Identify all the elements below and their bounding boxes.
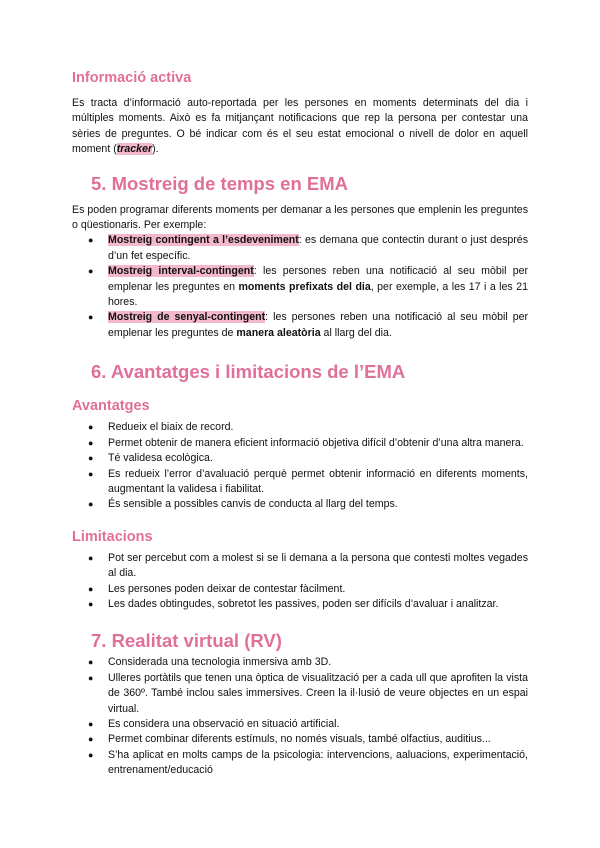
bullet-icon: ● <box>88 657 94 668</box>
list-item <box>72 233 528 264</box>
item-text: Té validesa ecològica. <box>108 452 213 465</box>
list-item <box>72 264 528 310</box>
info-activa-text: Es tracta d’informació auto-reportada per les persones en moments determinats del dia i múltiples moments. Això es fa mitjançant notificacions que rep la persona per contestar una sèries de preguntes. O bé indicar com és el seu estat emocional o nivell de dolor en aquell moment ( <box>72 97 528 156</box>
item-text: És sensible a possibles canvis de conducta al llarg del temps. <box>108 498 398 511</box>
item-bold: manera aleatòria <box>236 326 321 339</box>
section7-heading: 7. Realitat virtual (RV) <box>91 630 282 652</box>
item-text: , per exemple, a les 17 i a les 21 hores. <box>108 280 528 309</box>
bullet-icon: ● <box>88 583 94 594</box>
bullet-icon: ● <box>88 453 94 464</box>
item-text: Es redueix l’error d’avaluació perquè permet obtenir informació en diferents moments, augmentant la validesa i fiabilitat. <box>108 467 528 495</box>
item-text: : es demana que contectin durant o just després d’un fet específic. <box>108 234 528 262</box>
bullet-icon: ● <box>88 598 94 609</box>
item-bold: moments prefixats del dia <box>238 280 371 293</box>
bullet-icon: ● <box>88 552 94 563</box>
list-item <box>72 310 528 341</box>
bullet-icon: ● <box>88 266 94 277</box>
bullet-icon: ● <box>88 235 94 246</box>
item-text: Les persones poden deixar de contestar fàcilment. <box>108 582 346 595</box>
bullet-icon: ● <box>88 468 94 479</box>
limitacions-list <box>72 551 528 613</box>
item-text: Pot ser percebut com a molest si se li demana a la persona que contesti moltes vegades al dia. <box>108 551 528 580</box>
list-item <box>72 551 528 582</box>
bullet-icon: ● <box>88 437 94 448</box>
info-activa-heading: Informació activa <box>72 70 192 86</box>
info-activa-paragraph <box>72 96 528 158</box>
item-text: Permet obtenir de manera eficient informació objetiva difícil d’obtenir d’una altra manera. <box>108 436 524 449</box>
avantatges-heading: Avantatges <box>72 398 150 415</box>
section5-heading: 5. Mostreig de temps en EMA <box>91 172 348 194</box>
term-highlight: Mostreig interval-contingent <box>108 265 254 278</box>
list-item <box>72 717 528 732</box>
list-item <box>72 655 528 670</box>
list-item <box>72 582 528 597</box>
item-text: Redueix el biaix de record. <box>108 421 234 434</box>
list-item <box>72 420 528 435</box>
info-activa-text-end: ). <box>152 143 159 156</box>
list-item <box>72 671 528 717</box>
bullet-icon: ● <box>88 718 94 729</box>
bullet-icon: ● <box>88 422 94 433</box>
item-text: al llarg del dia. <box>320 326 392 339</box>
item-text: Considerada una tecnologia inmersiva amb 3D. <box>108 656 332 669</box>
item-text: Permet combinar diferents estímuls, no només visuals, també olfactius, auditius... <box>108 733 491 746</box>
term-highlight: Mostreig contingent a l’esdeveniment <box>108 234 299 247</box>
item-text: : les persones reben una notificació al seu mòbil per emplenar les preguntes en <box>108 265 529 293</box>
item-text: Les dades obtingudes, sobretot les passives, poden ser difícils d’avaluar i analitzar. <box>108 597 499 610</box>
section6-heading: 6. Avantatges i limitacions de l’EMA <box>91 361 406 383</box>
list-item <box>72 467 528 498</box>
item-text: Es considera una observació en situació artificial. <box>108 717 340 730</box>
term-highlight: Mostreig de senyal-contingent <box>108 311 266 324</box>
section7-list <box>72 655 528 778</box>
list-item <box>72 597 528 612</box>
list-item <box>72 748 528 779</box>
avantatges-list <box>72 420 528 512</box>
list-item <box>72 451 528 466</box>
document-page <box>72 68 528 779</box>
bullet-icon: ● <box>88 749 94 760</box>
item-text: S’ha aplicat en molts camps de la psicologia: intervencions, aaluacions, experimentació, entrenament/educació <box>108 748 528 777</box>
list-item <box>72 436 528 451</box>
bullet-icon: ● <box>88 734 94 745</box>
list-item <box>72 732 528 747</box>
section5-list <box>72 233 528 341</box>
bullet-icon: ● <box>88 499 94 510</box>
bullet-icon: ● <box>88 672 94 683</box>
item-text: Ulleres portàtils que tenen una òptica de visualització per a cada ull que aprofiten la vista de 360º. També inclou sales immersives. Creen la il·lusió de veure objectes en un espai virtual. <box>108 671 528 715</box>
item-text: : les persones reben una notificació al seu mòbil per emplenar les preguntes de <box>108 311 529 339</box>
bullet-icon: ● <box>88 312 94 323</box>
section5-intro: Es poden programar diferents moments per demanar a les persones que emplenin les preguntes o qüestionaris. Per exemple: <box>72 203 528 232</box>
limitacions-heading: Limitacions <box>72 528 153 545</box>
list-item <box>72 497 528 512</box>
tracker-term: tracker <box>116 143 153 156</box>
